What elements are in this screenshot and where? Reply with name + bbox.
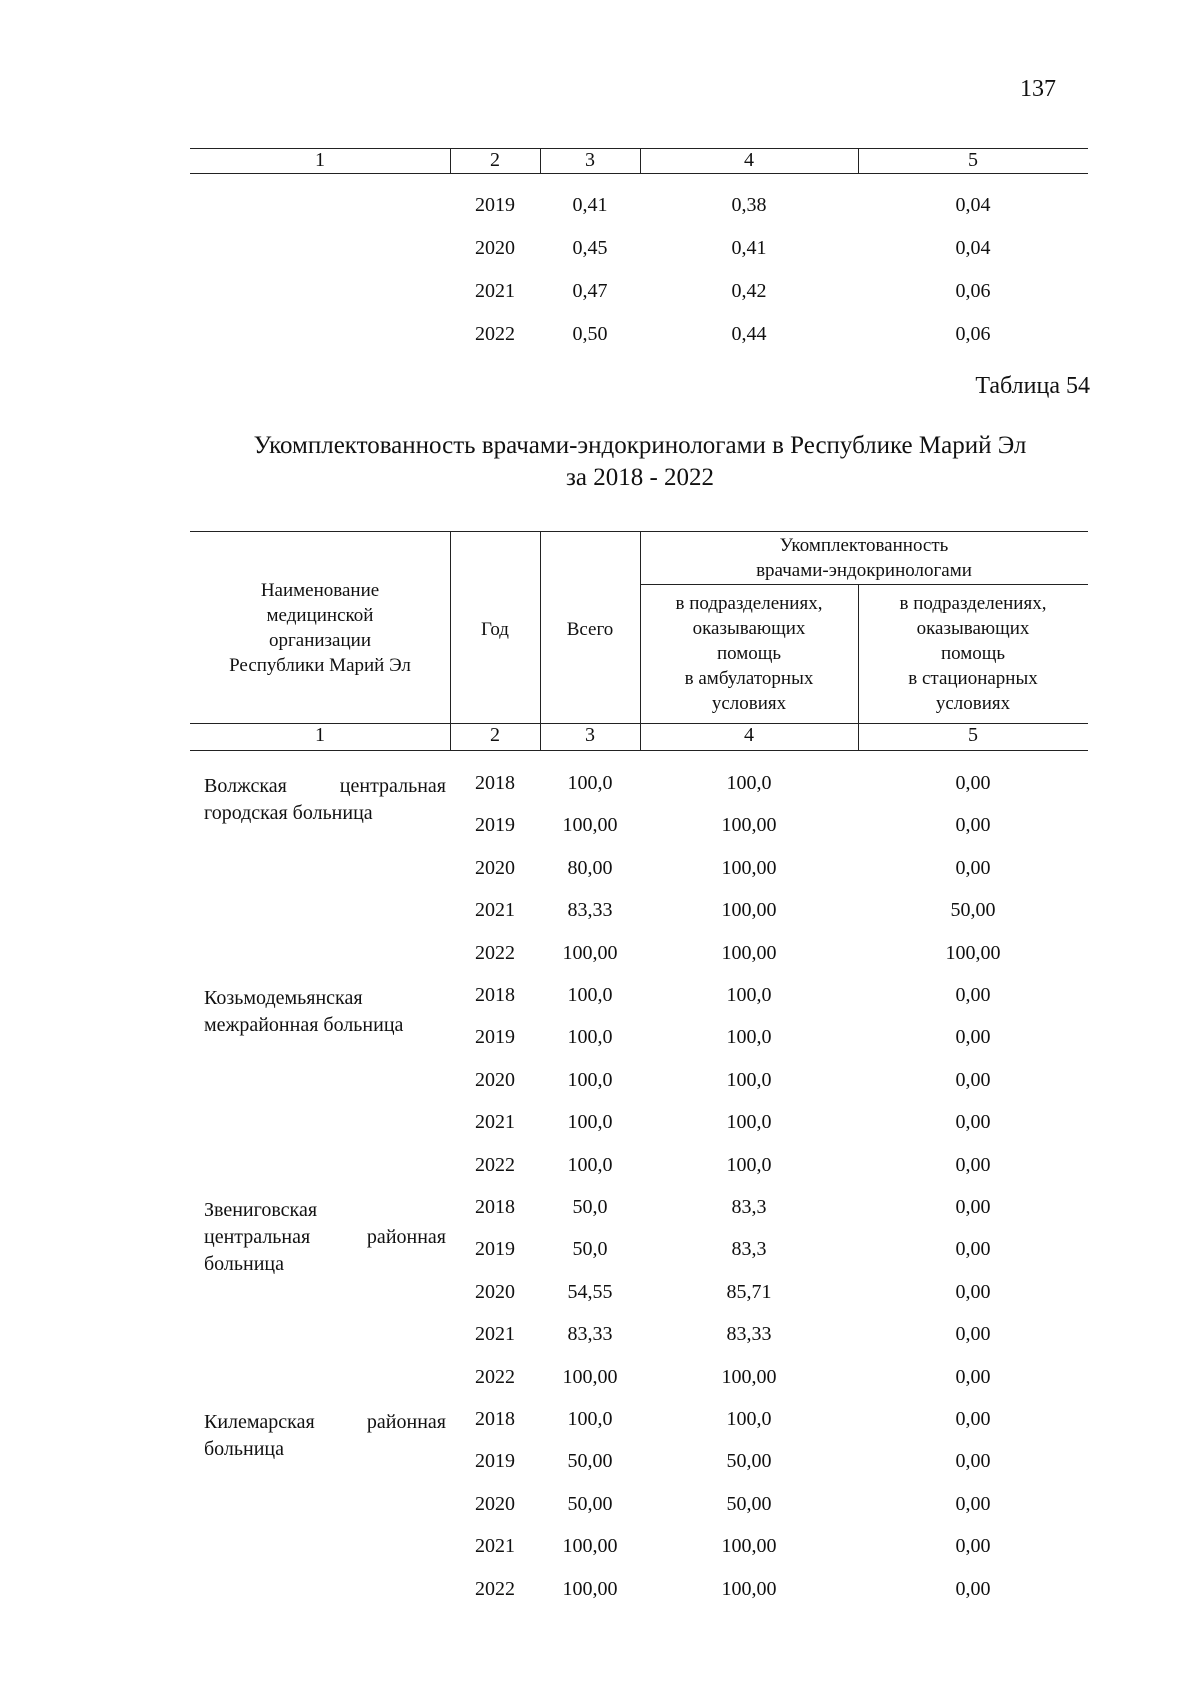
cell-inpatient: 0,00: [955, 1366, 991, 1388]
cell-ambulatory: 100,00: [721, 857, 777, 879]
cell-year: 2020: [475, 1281, 515, 1303]
header-text: оказывающих: [916, 618, 1030, 639]
cell-ambulatory: 0,41: [731, 237, 767, 259]
page-number: 137: [1020, 76, 1056, 102]
cell-total: 100,0: [567, 1069, 613, 1091]
cell-inpatient: 0,06: [955, 280, 991, 302]
cell-inpatient: 0,04: [955, 237, 991, 259]
cell-total: 83,33: [567, 899, 613, 921]
header-text: условиях: [935, 693, 1011, 714]
organization-name: [204, 773, 446, 827]
column-number: 5: [968, 724, 978, 746]
cell-year: 2022: [475, 942, 515, 964]
header-organization: [190, 578, 450, 678]
cell-ambulatory: 100,00: [721, 942, 777, 964]
cell-year: 2019: [475, 1450, 515, 1472]
cell-ambulatory: 50,00: [726, 1493, 772, 1515]
cell-inpatient: 50,00: [950, 899, 996, 921]
header-text: в подразделениях,: [675, 593, 823, 614]
header-total: Всего: [566, 619, 614, 640]
cell-total: 100,00: [562, 1535, 618, 1557]
organization-name-line: Килемарская районная: [204, 1411, 446, 1433]
cell-inpatient: 0,00: [955, 1281, 991, 1303]
cell-year: 2018: [475, 984, 515, 1006]
table-title: [190, 430, 1090, 494]
header-text: Укомплектованность: [779, 535, 949, 556]
cell-inpatient: 0,00: [955, 1493, 991, 1515]
cell-inpatient: 0,00: [955, 772, 991, 794]
cell-year: 2020: [475, 1069, 515, 1091]
cell-ambulatory: 100,00: [721, 814, 777, 836]
cell-inpatient: 0,00: [955, 1408, 991, 1430]
cell-year: 2020: [475, 1493, 515, 1515]
cell-inpatient: 0,00: [955, 1450, 991, 1472]
cell-total: 50,00: [567, 1493, 613, 1515]
cell-total: 50,0: [572, 1238, 608, 1260]
header-text: медицинской: [266, 605, 374, 626]
cell-inpatient: 0,00: [955, 1323, 991, 1345]
cell-inpatient: 0,04: [955, 194, 991, 216]
table-label: Таблица 54: [975, 373, 1090, 399]
column-number: 5: [968, 149, 978, 171]
organization-name-line: межрайонная больница: [204, 1014, 404, 1036]
header-text: врачами-эндокринологами: [756, 560, 972, 581]
cell-year: 2021: [475, 1111, 515, 1133]
column-number: 3: [585, 149, 595, 171]
cell-ambulatory: 83,33: [726, 1323, 772, 1345]
header-text: в стационарных: [908, 668, 1038, 689]
group-header-rule: [640, 584, 1088, 585]
cell-ambulatory: 50,00: [726, 1450, 772, 1472]
cell-year: 2020: [475, 237, 515, 259]
cell-inpatient: 0,00: [955, 1535, 991, 1557]
organization-name-line: Волжская центральная: [204, 775, 446, 797]
column-number: 4: [744, 724, 754, 746]
cell-year: 2021: [475, 280, 515, 302]
cell-year: 2021: [475, 899, 515, 921]
cell-total: 100,0: [567, 1154, 613, 1176]
organization-name: [204, 985, 446, 1039]
cell-ambulatory: 100,0: [726, 1069, 772, 1091]
cell-ambulatory: 83,3: [731, 1238, 767, 1260]
cell-inpatient: 0,06: [955, 323, 991, 345]
cell-inpatient: 0,00: [955, 857, 991, 879]
header-text: в амбулаторных: [684, 668, 814, 689]
cell-year: 2021: [475, 1535, 515, 1557]
header-text: в подразделениях,: [899, 593, 1047, 614]
cell-inpatient: 0,00: [955, 1026, 991, 1048]
cell-inpatient: 0,00: [955, 1578, 991, 1600]
cell-ambulatory: 83,3: [731, 1196, 767, 1218]
cell-year: 2020: [475, 857, 515, 879]
column-number: 1: [315, 724, 325, 746]
cell-year: 2022: [475, 1578, 515, 1600]
cell-total: 100,0: [567, 1026, 613, 1048]
cell-year: 2018: [475, 1196, 515, 1218]
organization-name-line: Звениговская: [204, 1199, 318, 1221]
organization-name: [204, 1197, 446, 1278]
cell-ambulatory: 0,38: [731, 194, 767, 216]
cell-ambulatory: 100,0: [726, 1154, 772, 1176]
organization-name-line: Козьмодемьянская: [204, 987, 363, 1009]
cell-ambulatory: 100,00: [721, 1578, 777, 1600]
cell-ambulatory: 100,0: [726, 772, 772, 794]
cell-ambulatory: 0,42: [731, 280, 767, 302]
header-text: Республики Марий Эл: [229, 655, 411, 676]
cell-total: 100,00: [562, 1366, 618, 1388]
header-top-rule: [190, 531, 1088, 532]
header-text: помощь: [940, 643, 1006, 664]
cell-year: 2019: [475, 814, 515, 836]
cell-total: 100,00: [562, 814, 618, 836]
cell-total: 50,0: [572, 1196, 608, 1218]
column-number: 2: [490, 724, 500, 746]
cell-inpatient: 0,00: [955, 1111, 991, 1133]
cell-inpatient: 0,00: [955, 1069, 991, 1091]
cell-year: 2019: [475, 194, 515, 216]
cell-inpatient: 100,00: [945, 942, 1001, 964]
header-group: [640, 533, 1088, 583]
cell-total: 100,0: [567, 984, 613, 1006]
header-text: условиях: [711, 693, 787, 714]
cell-ambulatory: 100,00: [721, 1366, 777, 1388]
cell-total: 100,0: [567, 1408, 613, 1430]
cell-inpatient: 0,00: [955, 1238, 991, 1260]
cell-year: 2021: [475, 1323, 515, 1345]
cell-ambulatory: 100,0: [726, 984, 772, 1006]
column-number: 2: [490, 149, 500, 171]
column-number: 4: [744, 149, 754, 171]
cell-ambulatory: 100,0: [726, 1408, 772, 1430]
header-text: оказывающих: [692, 618, 806, 639]
cell-year: 2018: [475, 1408, 515, 1430]
cell-ambulatory: 100,00: [721, 899, 777, 921]
cell-inpatient: 0,00: [955, 1196, 991, 1218]
cell-ambulatory: 100,0: [726, 1111, 772, 1133]
cell-total: 100,0: [567, 772, 613, 794]
organization-name-line: больница: [204, 1253, 284, 1275]
organization-name-line: городская больница: [204, 802, 373, 824]
top-table-rule: [190, 173, 1088, 174]
cell-ambulatory: 0,44: [731, 323, 767, 345]
cell-year: 2018: [475, 772, 515, 794]
cell-total: 0,47: [572, 280, 608, 302]
header-inpatient: [858, 591, 1088, 716]
organization-name-line: больница: [204, 1438, 284, 1460]
organization-name-line: центральная районная: [204, 1226, 446, 1248]
cell-year: 2022: [475, 1366, 515, 1388]
cell-total: 100,00: [562, 1578, 618, 1600]
cell-total: 80,00: [567, 857, 613, 879]
header-text: Наименование: [260, 580, 380, 601]
cell-total: 0,50: [572, 323, 608, 345]
cell-total: 54,55: [567, 1281, 613, 1303]
cell-inpatient: 0,00: [955, 814, 991, 836]
cell-inpatient: 0,00: [955, 984, 991, 1006]
column-number-rule: [190, 750, 1088, 751]
cell-year: 2019: [475, 1026, 515, 1048]
column-number: 1: [315, 149, 325, 171]
cell-year: 2022: [475, 323, 515, 345]
cell-total: 100,0: [567, 1111, 613, 1133]
cell-total: 0,41: [572, 194, 608, 216]
cell-inpatient: 0,00: [955, 1154, 991, 1176]
cell-year: 2019: [475, 1238, 515, 1260]
cell-total: 50,00: [567, 1450, 613, 1472]
cell-ambulatory: 100,00: [721, 1535, 777, 1557]
cell-total: 100,00: [562, 942, 618, 964]
header-year: Год: [481, 619, 509, 640]
cell-ambulatory: 85,71: [726, 1281, 772, 1303]
column-number: 3: [585, 724, 595, 746]
cell-year: 2022: [475, 1154, 515, 1176]
header-ambulatory: [640, 591, 858, 716]
cell-total: 0,45: [572, 237, 608, 259]
header-text: организации: [268, 630, 371, 651]
table-title-line: за 2018 - 2022: [565, 464, 715, 491]
organization-name: [204, 1409, 446, 1463]
cell-ambulatory: 100,0: [726, 1026, 772, 1048]
header-text: помощь: [716, 643, 782, 664]
table-title-line: Укомплектованность врачами-эндокринологами в Республике Марий Эл: [253, 432, 1027, 459]
cell-total: 83,33: [567, 1323, 613, 1345]
